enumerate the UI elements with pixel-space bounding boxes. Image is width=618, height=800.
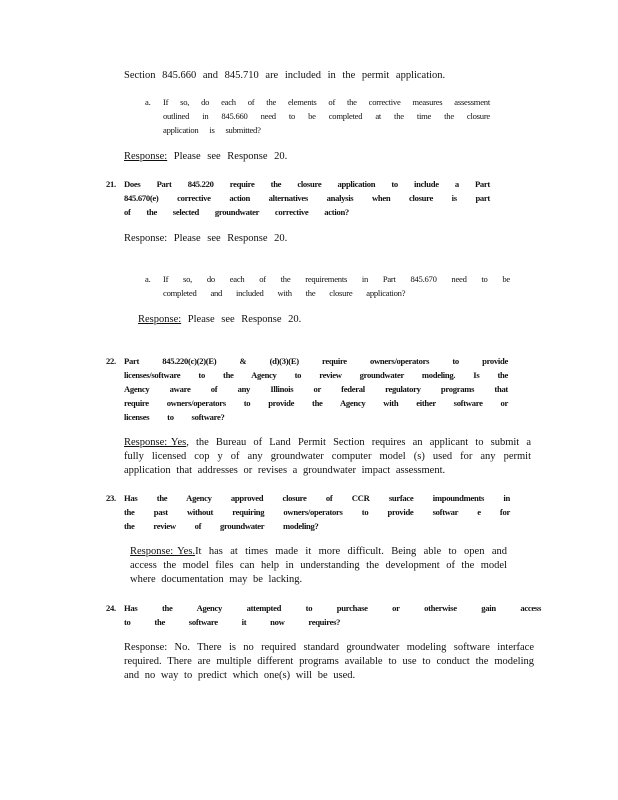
response-label: Response: [138, 314, 182, 325]
subitem-a-requirements [145, 273, 510, 301]
intro-text: Section 845.660 and 845.710 are included in the permit application. [124, 70, 446, 81]
response-23 [130, 545, 507, 587]
response-21 [124, 232, 424, 246]
response-text: Please see Response 20. [181, 314, 302, 325]
question-24 [106, 601, 541, 629]
question-text: Has the Agency approved closure of CCR surface impoundments in the past without requiring owners/operators to provide softwar e for the review of groundwater modeling? [124, 493, 510, 531]
response-24 [124, 641, 534, 683]
response-21a [138, 313, 438, 327]
question-22 [106, 354, 508, 424]
response-22 [124, 436, 531, 478]
question-21 [106, 177, 490, 219]
subitem-a-corrective-measures [145, 96, 490, 137]
response-text: Response: No. There is no required standard groundwater modeling software interface required. There are multiple different programs available to use to conduct the modeling and no way to predict which one(s) will be used. [124, 642, 534, 681]
question-23 [106, 491, 510, 533]
response-label: Response: Yes [124, 437, 187, 448]
response-label: Response: Yes. [130, 546, 196, 557]
question-text: Part 845.220(c)(2)(E) & (d)(3)(E) require owners/operators to provide licenses/software to the Agency to review groundwater modeling. Is the Agency aware of any Illinois or federal regulatory programs that require owners/operators to provide the Agency with either software or licenses to software? [124, 356, 508, 422]
question-text: Does Part 845.220 require the closure application to include a Part 845.670(e) corrective action alternatives analysis when closure is part of the selected groundwater corrective action? [124, 179, 490, 217]
subitem-label: a. [145, 274, 151, 284]
question-number: 23. [106, 493, 116, 503]
question-number: 22. [106, 356, 116, 366]
subitem-text: If so, do each of the elements of the corrective measures assessment outlined in 845.660 need to be completed at the time the closure application is submitted? [163, 97, 490, 135]
question-number: 21. [106, 179, 116, 189]
response-text: , the Bureau of Land Permit Section requires an applicant to submit a fully licensed cop y of any groundwater computer model (s) used for any permit application that addresses or revises a groundwater impact assessment. [124, 437, 531, 476]
question-text: Has the Agency attempted to purchase or otherwise gain access to the software it now requires? [124, 603, 541, 627]
response-label: Response: [124, 151, 168, 162]
subitem-label: a. [145, 97, 151, 107]
response-text: It has at times made it more difficult. Being able to open and access the model files can help in understanding the development of the model where documentation may be lacking. [130, 546, 507, 585]
subitem-text: If so, do each of the requirements in Part 845.670 need to be completed and included with the closure application? [163, 274, 510, 298]
response-20a [124, 150, 424, 164]
intro-line [124, 69, 484, 83]
response-text: Please see Response 20. [167, 151, 288, 162]
response-text: Response: Please see Response 20. [124, 233, 288, 244]
question-number: 24. [106, 603, 116, 613]
